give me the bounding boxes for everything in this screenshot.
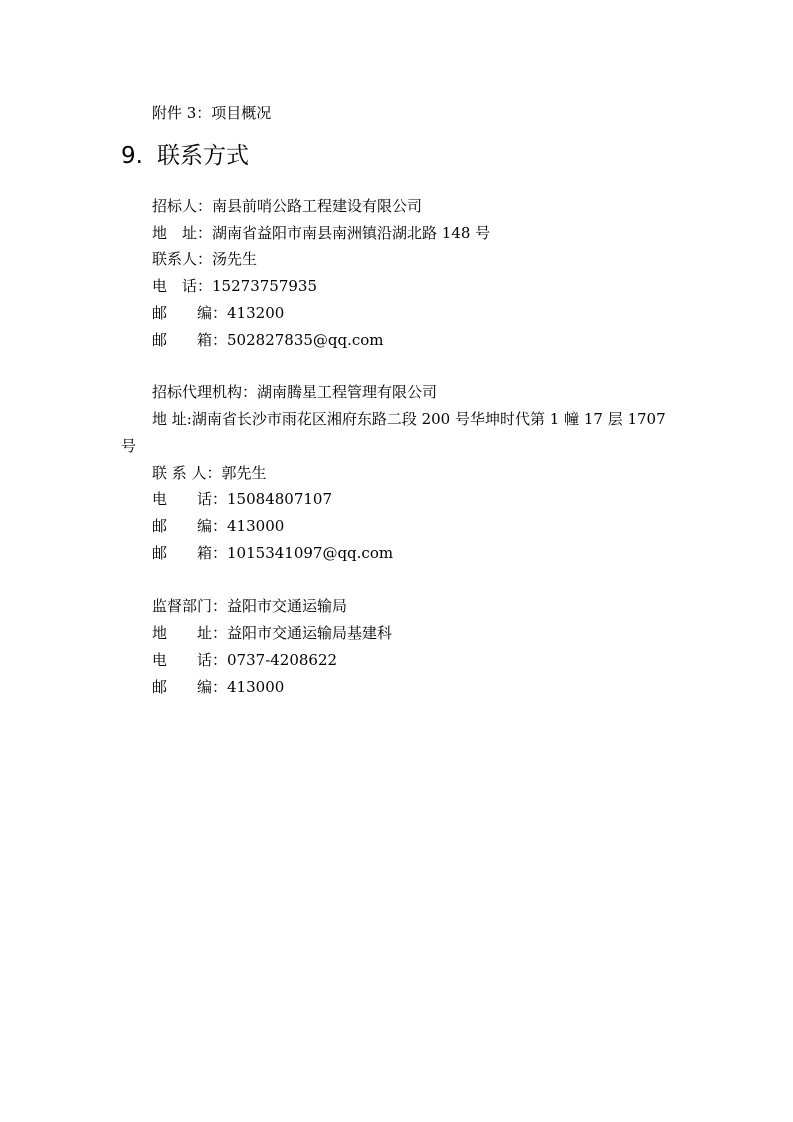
- tenderer-postcode-row: [152, 303, 284, 323]
- agency-address-continuation: [121, 436, 136, 456]
- tenderer-email-label: 邮 箱：: [152, 331, 228, 349]
- supervisor-address: 益阳市交通运输局基建科: [227, 624, 393, 642]
- agency-address-line2: 号: [121, 437, 137, 455]
- supervisor-address-row: [152, 623, 392, 643]
- agency-address-line1: 湖南省长沙市雨花区湘府东路二段 200 号华坤时代第 1 幢 17 层 1707: [191, 410, 666, 428]
- supervisor-name-row: [152, 596, 347, 616]
- agency-name-row: [152, 382, 437, 402]
- agency-contact-label: 联 系 人：: [152, 464, 222, 482]
- agency-phone-row: [152, 489, 332, 509]
- supervisor-phone-row: [152, 650, 337, 670]
- supervisor-address-label: 地 址：: [152, 624, 228, 642]
- tenderer-name-label: 招标人：: [152, 197, 213, 215]
- tenderer-email: 502827835@qq.com: [227, 331, 384, 349]
- agency-address-row: [152, 409, 666, 429]
- supervisor-name: 益阳市交通运输局: [227, 597, 348, 615]
- supervisor-postcode: 413000: [227, 678, 285, 696]
- supervisor-postcode-label: 邮 编：: [152, 678, 228, 696]
- agency-postcode-row: [152, 516, 284, 536]
- agency-contact-row: [152, 463, 267, 483]
- agency-email-label: 邮 箱：: [152, 544, 228, 562]
- tenderer-phone-row: [152, 276, 317, 296]
- agency-postcode-label: 邮 编：: [152, 517, 228, 535]
- supervisor-phone: 0737-4208622: [227, 651, 338, 669]
- agency-email: 1015341097@qq.com: [227, 544, 394, 562]
- tenderer-contact-row: [152, 249, 257, 269]
- tenderer-contact: 汤先生: [212, 250, 258, 268]
- tenderer-name: 南县前哨公路工程建设有限公司: [212, 197, 423, 215]
- section-title: 联系方式: [156, 143, 249, 169]
- tenderer-contact-label: 联系人：: [152, 250, 213, 268]
- attachment-note-text: 附件 3：项目概况: [152, 104, 272, 122]
- section-number: 9.: [121, 143, 143, 169]
- section-heading: [121, 141, 249, 171]
- tenderer-phone-label: 电 话：: [152, 277, 213, 295]
- tenderer-postcode: 413200: [227, 304, 285, 322]
- supervisor-name-label: 监督部门：: [152, 597, 228, 615]
- supervisor-phone-label: 电 话：: [152, 651, 228, 669]
- agency-name: 湖南腾星工程管理有限公司: [257, 383, 438, 401]
- agency-phone: 15084807107: [227, 490, 332, 508]
- tenderer-address-row: [152, 223, 490, 243]
- agency-phone-label: 电 话：: [152, 490, 228, 508]
- tenderer-phone: 15273757935: [212, 277, 317, 295]
- tenderer-postcode-label: 邮 编：: [152, 304, 228, 322]
- agency-address-label: 地 址:: [152, 410, 192, 428]
- tenderer-name-row: [152, 196, 422, 216]
- agency-name-label: 招标代理机构：: [152, 383, 258, 401]
- agency-contact: 郭先生: [221, 464, 267, 482]
- supervisor-postcode-row: [152, 677, 284, 697]
- tenderer-address: 湖南省益阳市南县南洲镇沿湖北路 148 号: [212, 224, 491, 242]
- attachment-note: [152, 103, 271, 123]
- agency-email-row: [152, 543, 393, 563]
- tenderer-address-label: 地 址：: [152, 224, 213, 242]
- tenderer-email-row: [152, 330, 384, 350]
- agency-postcode: 413000: [227, 517, 285, 535]
